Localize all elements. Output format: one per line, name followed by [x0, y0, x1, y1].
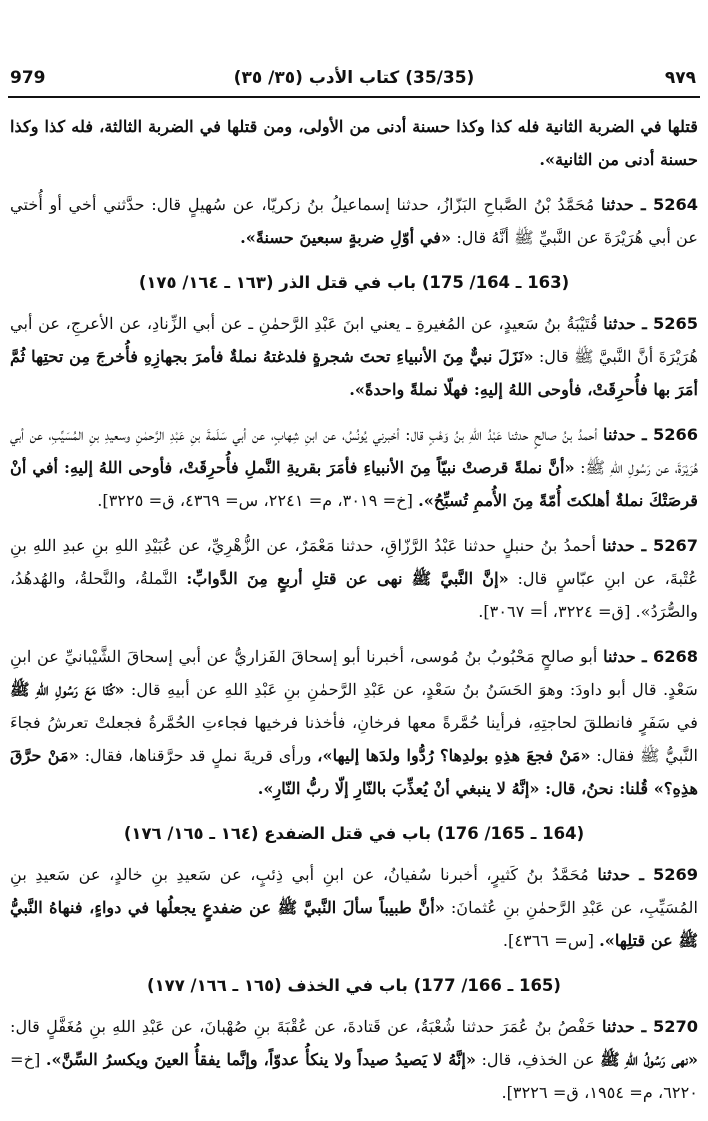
bold-text: «أنَّ طبيباً سألَ النَّبيَّ ﷺ عن ضفدعٍ يجعلُها في دواءٍ، فنهاهُ النَّبيُّ ﷺ عن قتلِها».	[10, 898, 698, 950]
text-segment: مُحَمَّدُ بْنُ الصَّباحِ البَزّازُ، حدثنا إسماعيلُ بنُ زكريّا، عن سُهيلٍ قال: حدَّثني أخي أو أُختي عن أبي هُرَيْرَةَ عن النَّبيِّ ﷺ أنَّهُ قال:	[10, 195, 698, 247]
hadith-number: 5265	[652, 314, 699, 333]
bold-text: حدثنا	[601, 195, 634, 214]
text-segment: قُتَيْبَةُ بنُ سَعيدٍ، عن المُغيرةِ ـ يعني ابنَ عَبْدِ الرَّحمٰنِ ـ عن أبي الزِّنادِ، عن الأعرجِ، عن أبي هُرَيْرَةَ أنَّ النَّبيَّ ﷺ قال:	[10, 314, 699, 366]
text-segment: مُحَمَّدُ بنُ كَثيرٍ، أخبرنا سُفيانُ، عن ابنِ أبي ذِئبٍ، عن سَعيدِ بنِ خالدٍ، عن سَعيدِ بنِ المُسَيِّبِ، عن عَبْدِ الرَّحمٰنِ بنِ عُثمانَ:	[10, 865, 698, 917]
hadith-paragraph	[10, 529, 698, 628]
text-segment: [خ= ٦٢٢٠، م= ١٩٥٤، ق= ٣٢٢٦].	[10, 1050, 698, 1102]
text-segment: أحمدُ بنُ صالحٍ حدثنا عَبْدُ اللهِ بنُ وَهْبٍ قال: أخبرني يُونُسُ، عن ابنِ شِهابٍ، عن أبي سَلَمةَ بنِ عَبْدِ الرَّحمٰنِ وسعيدِ بنِ المُسَيِّبِ، عن أبي هُرَيْرَةَ، عن رَسُولِ اللهِ ﷺ:	[10, 425, 699, 477]
hadith-paragraph	[10, 858, 698, 957]
hadith-paragraph	[10, 640, 698, 805]
page-header	[0, 64, 708, 98]
bold-text: «كُنّا مَعَ رَسُولِ اللهِ ﷺ	[10, 680, 125, 699]
chapter-heading: (163 ـ 164/ 175) باب في قتل الذر (١٦٣ ـ ١٦٤/ ١٧٥)	[138, 273, 570, 292]
bold-text: ـ	[636, 314, 653, 333]
bold-text: «نهى رَسُولُ اللهِ ﷺ	[600, 1050, 698, 1069]
chapter-heading: (165 ـ 166/ 177) باب في الخذف (١٦٥ ـ ١٦٦/ ١٧٧)	[147, 976, 561, 995]
hadith-paragraph	[10, 1010, 698, 1109]
text-segment: [خ= ٣٠١٩، م= ٢٢٤١، س= ٤٣٦٩، ق= ٣٢٢٥].	[97, 491, 419, 510]
hadith-number: 5267	[652, 536, 698, 555]
bold-text: «مَنْ فجعَ هذِهِ بولدِها؟ رُدُّوا ولدَها إليها»،	[317, 746, 591, 765]
text-segment: أحمدُ بنُ حنبلٍ حدثنا عَبْدُ الرَّزّاقِ، حدثنا مَعْمَرٌ، عن الزُّهْرِيِّ، عن عُبَيْدِ اللهِ بنِ عبدِ اللهِ بنِ عُتْبةَ، عن ابنِ عبّاسٍ قال:	[10, 536, 698, 588]
hadith-number: 6268	[652, 647, 698, 666]
text-segment: النَّملةُ، والنَّحلةُ، والهُدهُدُ، والصُّرَدُ». [ق= ٣٢٢٤، أ= ٣٠٦٧].	[10, 569, 698, 621]
bold-text: ـ	[635, 425, 653, 444]
page-number-arabic: ٩٧٩	[664, 68, 696, 88]
bold-text: «إنَّهُ لا يَصيدُ صيداً ولا ينكأُ عدوّاً، وإنَّما يفقأُ العينَ ويكسرُ السِّنَّ».	[45, 1050, 476, 1069]
page-body	[10, 110, 698, 1121]
bold-text: «في أوّلِ ضربةٍ سبعينَ حسنةً».	[240, 228, 452, 247]
hadith-paragraph	[10, 188, 698, 254]
hadith-number: 5266	[652, 425, 698, 444]
bold-text: «إنَّ النَّبيَّ ﷺ نهى عن قتلِ أربعٍ مِنَ الدَّوابِّ:	[186, 569, 509, 588]
bold-text: حدثنا	[602, 1017, 635, 1036]
bold-text: حدثنا	[603, 425, 636, 444]
bold-text: ـ	[633, 195, 653, 214]
text-segment: ورأى قريةَ نملٍ قد حرَّقناها، فقال:	[78, 746, 318, 765]
bold-text: حدثنا	[602, 536, 635, 555]
page-number-latin: 979	[10, 68, 46, 88]
hadith-paragraph	[10, 307, 698, 406]
bold-text: حدثنا	[603, 647, 636, 666]
bold-text: ـ	[634, 1017, 653, 1036]
hadith-number: 5269	[652, 865, 699, 884]
text-segment: عن الخذفِ، قال:	[476, 1050, 601, 1069]
bold-text: «نَزَلَ نبيٌّ مِنَ الأنبياءِ تحتَ شجرةٍ فلدغتهُ نملةٌ فأمرَ بجهازِهِ فأُخرجَ مِن تحتِها ثُمَّ أمَرَ بها فأُحرِقَتْ، فأوحى اللهُ إليهِ: فهلّا نملةً واحدةً».	[10, 347, 698, 399]
bold-text: ـ	[634, 536, 653, 555]
text-segment: [س= ٤٣٦٦].	[502, 931, 600, 950]
hadith-number: 5270	[652, 1017, 698, 1036]
hadith-number: 5264	[652, 195, 698, 214]
hadith-paragraph	[10, 110, 698, 176]
bold-text: ـ	[635, 647, 653, 666]
bold-text: حدثنا	[597, 865, 631, 884]
hadith-paragraph	[10, 418, 698, 517]
bold-text: ـ	[630, 865, 653, 884]
bold-text: «أنَّ نملةً قرصتْ نبيّاً مِنَ الأنبياءِ فأمَرَ بقريةِ النَّملِ فأُحرِقَتْ، فأوحى اللهُ إليهِ: أفي أنْ قرصَتْكَ نملةٌ أهلكتَ أُمّةً مِنَ الأُممِ تُسبِّحُ».	[10, 458, 698, 510]
text-segment: حَفْصُ بنُ عُمَرَ حدثنا شُعْبَةُ، عن قَتادةَ، عن عُقْبَةَ بنِ صُهْبانَ، عن عَبْدِ اللهِ بنِ مُغَفَّلٍ قال:	[10, 1017, 602, 1036]
bold-text: قتلها في الضربة الثانية فله كذا وكذا حسنة أدنى من الأولى، ومن قتلها في الضربة الثالثة، فله كذا وكذا حسنة أدنى من الثانية».	[10, 117, 698, 169]
chapter-heading: (164 ـ 165/ 176) باب في قتل الضفدع (١٦٤ ـ ١٦٥/ ١٧٦)	[123, 824, 585, 843]
text-segment: في سَفَرٍ فانطلقَ لحاجتِهِ، فرأينا حُمَّرةً معها فرخانِ، فأخذنا فرخيها فجاءتِ الحُمَّرةُ فجعلتْ تعرشُ فجاءَ النَّبيُّ ﷺ فقال:	[10, 713, 699, 765]
bold-text: حدثنا	[603, 314, 637, 333]
header-rule	[8, 96, 700, 98]
running-title: (35/35) كتاب الأدب (٣٥/ ٣٥)	[233, 68, 475, 88]
text-segment: أبو صالحٍ مَحْبُوبُ بنُ مُوسى، أخبرنا أبو إسحاقَ الفَزاريُّ عن أبي إسحاقَ الشَّيْبانيِّ عن ابنِ سَعْدٍ. قال أبو داودَ: وهوَ الحَسَنُ بنُ سَعْدٍ، عن عَبْدِ الرَّحمٰنِ بنِ عَبْدِ اللهِ عن أبيهِ قال:	[10, 647, 698, 699]
bold-text: «مَنْ حرَّقَ هذِهِ؟» قُلنا: نحنُ، قال: «إنَّهُ لا ينبغي أنْ يُعذِّبَ بالنّارِ إلّا ربُّ النّارِ».	[10, 746, 698, 798]
